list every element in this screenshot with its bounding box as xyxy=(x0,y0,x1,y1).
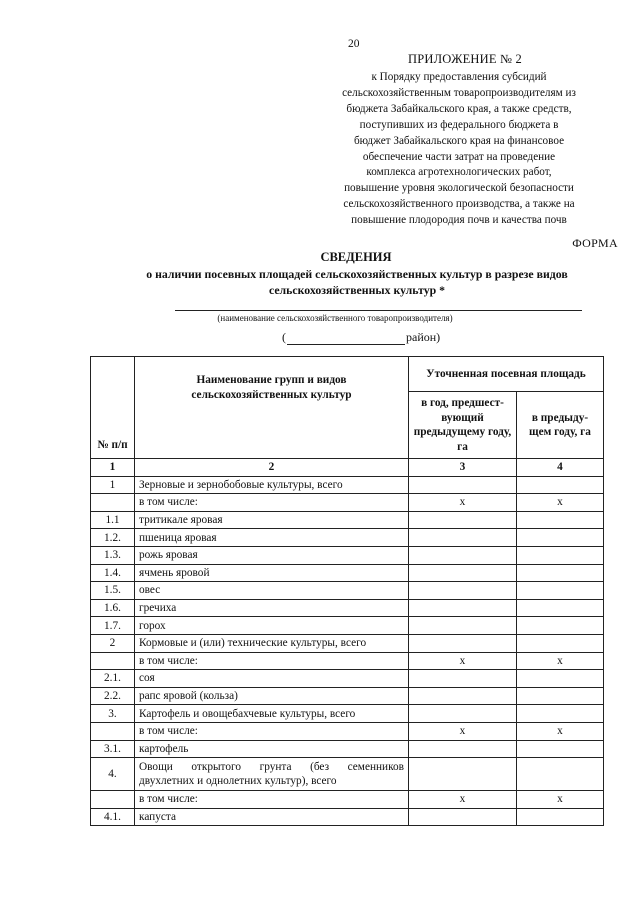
row-value-previous-year[interactable] xyxy=(517,670,604,688)
row-number xyxy=(91,494,135,512)
table-row xyxy=(91,476,604,494)
table-row xyxy=(91,494,604,512)
header-crop-name: Наименование групп и видов сельскохозяйственных культур xyxy=(135,357,409,459)
table-row xyxy=(91,705,604,723)
row-crop-name: в том числе: xyxy=(135,722,409,740)
row-value-previous-year[interactable] xyxy=(517,634,604,652)
appendix-title: ПРИЛОЖЕНИЕ № 2 xyxy=(408,52,522,66)
row-value-year-before-previous[interactable] xyxy=(409,511,517,529)
row-value-previous-year[interactable] xyxy=(517,599,604,617)
row-value-previous-year[interactable] xyxy=(517,476,604,494)
appendix-body xyxy=(300,70,618,229)
table-row xyxy=(91,791,604,809)
row-value-year-before-previous: х xyxy=(409,652,517,670)
table-row xyxy=(91,740,604,758)
header-previous-year: в предыду-щем году, га xyxy=(517,392,604,459)
district-open-paren: ( xyxy=(282,330,286,344)
row-crop-name: в том числе: xyxy=(135,494,409,512)
row-number: 1.2. xyxy=(91,529,135,547)
row-value-year-before-previous[interactable] xyxy=(409,546,517,564)
form-label: ФОРМА xyxy=(572,236,618,250)
row-value-year-before-previous[interactable] xyxy=(409,705,517,723)
district-name-blank[interactable] xyxy=(287,332,405,345)
table-row xyxy=(91,546,604,564)
row-value-year-before-previous[interactable] xyxy=(409,476,517,494)
row-value-previous-year[interactable] xyxy=(517,546,604,564)
header-number: № п/п xyxy=(91,357,135,459)
subtitle-line: сельскохозяйственных культур * xyxy=(268,283,446,297)
row-value-year-before-previous[interactable] xyxy=(409,564,517,582)
row-crop-name: картофель xyxy=(135,740,409,758)
column-number-1: 1 xyxy=(91,459,135,477)
appendix-line: повышение уровня экологической безопасности xyxy=(344,182,574,195)
row-value-previous-year: х xyxy=(517,652,604,670)
row-number: 1.1 xyxy=(91,511,135,529)
district-suffix: район) xyxy=(406,330,441,344)
appendix-line: бюджет Забайкальского края на финансовое xyxy=(353,134,565,147)
row-value-year-before-previous[interactable] xyxy=(409,529,517,547)
document-subtitle xyxy=(110,266,604,298)
row-crop-name: соя xyxy=(135,670,409,688)
row-number: 1.7. xyxy=(91,617,135,635)
appendix-line: к Порядку предоставления субсидий xyxy=(371,71,547,83)
table-row xyxy=(91,670,604,688)
row-value-year-before-previous: х xyxy=(409,791,517,809)
row-crop-name: овес xyxy=(135,582,409,600)
row-crop-name: рожь яровая xyxy=(135,546,409,564)
row-value-year-before-previous[interactable] xyxy=(409,634,517,652)
row-crop-name: в том числе: xyxy=(135,652,409,670)
row-crop-name: в том числе: xyxy=(135,791,409,809)
header-year-before-previous: в год, предшест-вующий предыдущему году, га xyxy=(409,392,517,459)
row-number xyxy=(91,652,135,670)
appendix-line: повышение плодородия почв и качества почв xyxy=(351,214,567,227)
row-value-previous-year[interactable] xyxy=(517,582,604,600)
row-crop-name: Картофель и овощебахчевые культуры, всего xyxy=(135,705,409,723)
column-number-2: 2 xyxy=(135,459,409,477)
row-number: 2.1. xyxy=(91,670,135,688)
table-row xyxy=(91,652,604,670)
row-crop-name: Зерновые и зернобобовые культуры, всего xyxy=(135,476,409,494)
table-row xyxy=(91,529,604,547)
row-value-year-before-previous[interactable] xyxy=(409,758,517,791)
row-value-year-before-previous[interactable] xyxy=(409,740,517,758)
row-crop-name-line: двухлетних и однолетних культур), всего xyxy=(139,775,337,788)
row-number xyxy=(91,722,135,740)
crop-area-table xyxy=(90,356,604,826)
appendix-line: обеспечение части затрат на проведение xyxy=(362,150,556,163)
row-number: 2.2. xyxy=(91,687,135,705)
row-number: 1.6. xyxy=(91,599,135,617)
header-sown-area: Уточненная посевная площадь xyxy=(409,357,604,392)
row-value-year-before-previous[interactable] xyxy=(409,687,517,705)
page-number: 20 xyxy=(348,38,360,50)
column-number-3: 3 xyxy=(409,459,517,477)
table-row xyxy=(91,599,604,617)
producer-name-blank[interactable] xyxy=(175,310,582,311)
table-row xyxy=(91,582,604,600)
row-value-previous-year[interactable] xyxy=(517,564,604,582)
row-number: 3. xyxy=(91,705,135,723)
row-number: 1 xyxy=(91,476,135,494)
table-row xyxy=(91,564,604,582)
row-value-year-before-previous[interactable] xyxy=(409,582,517,600)
producer-caption: (наименование сельскохозяйственного товаропроизводителя) xyxy=(217,313,453,323)
row-crop-name: пшеница яровая xyxy=(135,529,409,547)
row-crop-name-line: Овощи открытого грунта (без семенников xyxy=(139,760,404,773)
row-value-previous-year: х xyxy=(517,494,604,512)
row-number: 4.1. xyxy=(91,808,135,826)
row-value-previous-year[interactable] xyxy=(517,687,604,705)
document-title: СВЕДЕНИЯ xyxy=(320,250,392,264)
district-field xyxy=(282,330,440,345)
row-value-previous-year[interactable] xyxy=(517,529,604,547)
table-row xyxy=(91,687,604,705)
appendix-line: сельскохозяйственного производства, а также на xyxy=(343,198,575,211)
row-value-year-before-previous[interactable] xyxy=(409,617,517,635)
row-value-previous-year[interactable] xyxy=(517,617,604,635)
row-crop-name: рапс яровой (кольза) xyxy=(135,687,409,705)
row-crop-name: капуста xyxy=(135,808,409,826)
table-row xyxy=(91,617,604,635)
row-crop-name: горох xyxy=(135,617,409,635)
row-number: 1.3. xyxy=(91,546,135,564)
row-number: 2 xyxy=(91,634,135,652)
row-number xyxy=(91,791,135,809)
appendix-line: поступивших из федерального бюджета в xyxy=(359,118,559,131)
row-value-previous-year[interactable] xyxy=(517,705,604,723)
row-number: 1.4. xyxy=(91,564,135,582)
row-crop-name: ячмень яровой xyxy=(135,564,409,582)
appendix-line: сельскохозяйственным товаропроизводителям из xyxy=(342,86,576,99)
appendix-line: комплекса агротехнологических работ, xyxy=(366,166,552,179)
row-crop-name xyxy=(135,758,409,791)
row-crop-name: гречиха xyxy=(135,599,409,617)
row-value-year-before-previous: х xyxy=(409,494,517,512)
row-crop-name: тритикале яровая xyxy=(135,511,409,529)
column-number-4: 4 xyxy=(517,459,604,477)
table-row xyxy=(91,634,604,652)
row-value-previous-year[interactable] xyxy=(517,758,604,791)
row-value-previous-year[interactable] xyxy=(517,808,604,826)
row-value-year-before-previous: х xyxy=(409,722,517,740)
table-row xyxy=(91,758,604,791)
table-row xyxy=(91,722,604,740)
row-value-previous-year: х xyxy=(517,791,604,809)
row-value-year-before-previous[interactable] xyxy=(409,599,517,617)
appendix-line: бюджета Забайкальского края, а также средств, xyxy=(346,102,572,115)
subtitle-line: о наличии посевных площадей сельскохозяйственных культур в разрезе видов xyxy=(146,267,568,281)
table-row xyxy=(91,511,604,529)
row-crop-name: Кормовые и (или) технические культуры, всего xyxy=(135,634,409,652)
row-value-previous-year[interactable] xyxy=(517,740,604,758)
row-value-year-before-previous[interactable] xyxy=(409,670,517,688)
row-number: 1.5. xyxy=(91,582,135,600)
row-value-previous-year: х xyxy=(517,722,604,740)
row-number: 4. xyxy=(91,758,135,791)
row-value-previous-year[interactable] xyxy=(517,511,604,529)
row-number: 3.1. xyxy=(91,740,135,758)
table-row xyxy=(91,808,604,826)
row-value-year-before-previous[interactable] xyxy=(409,808,517,826)
